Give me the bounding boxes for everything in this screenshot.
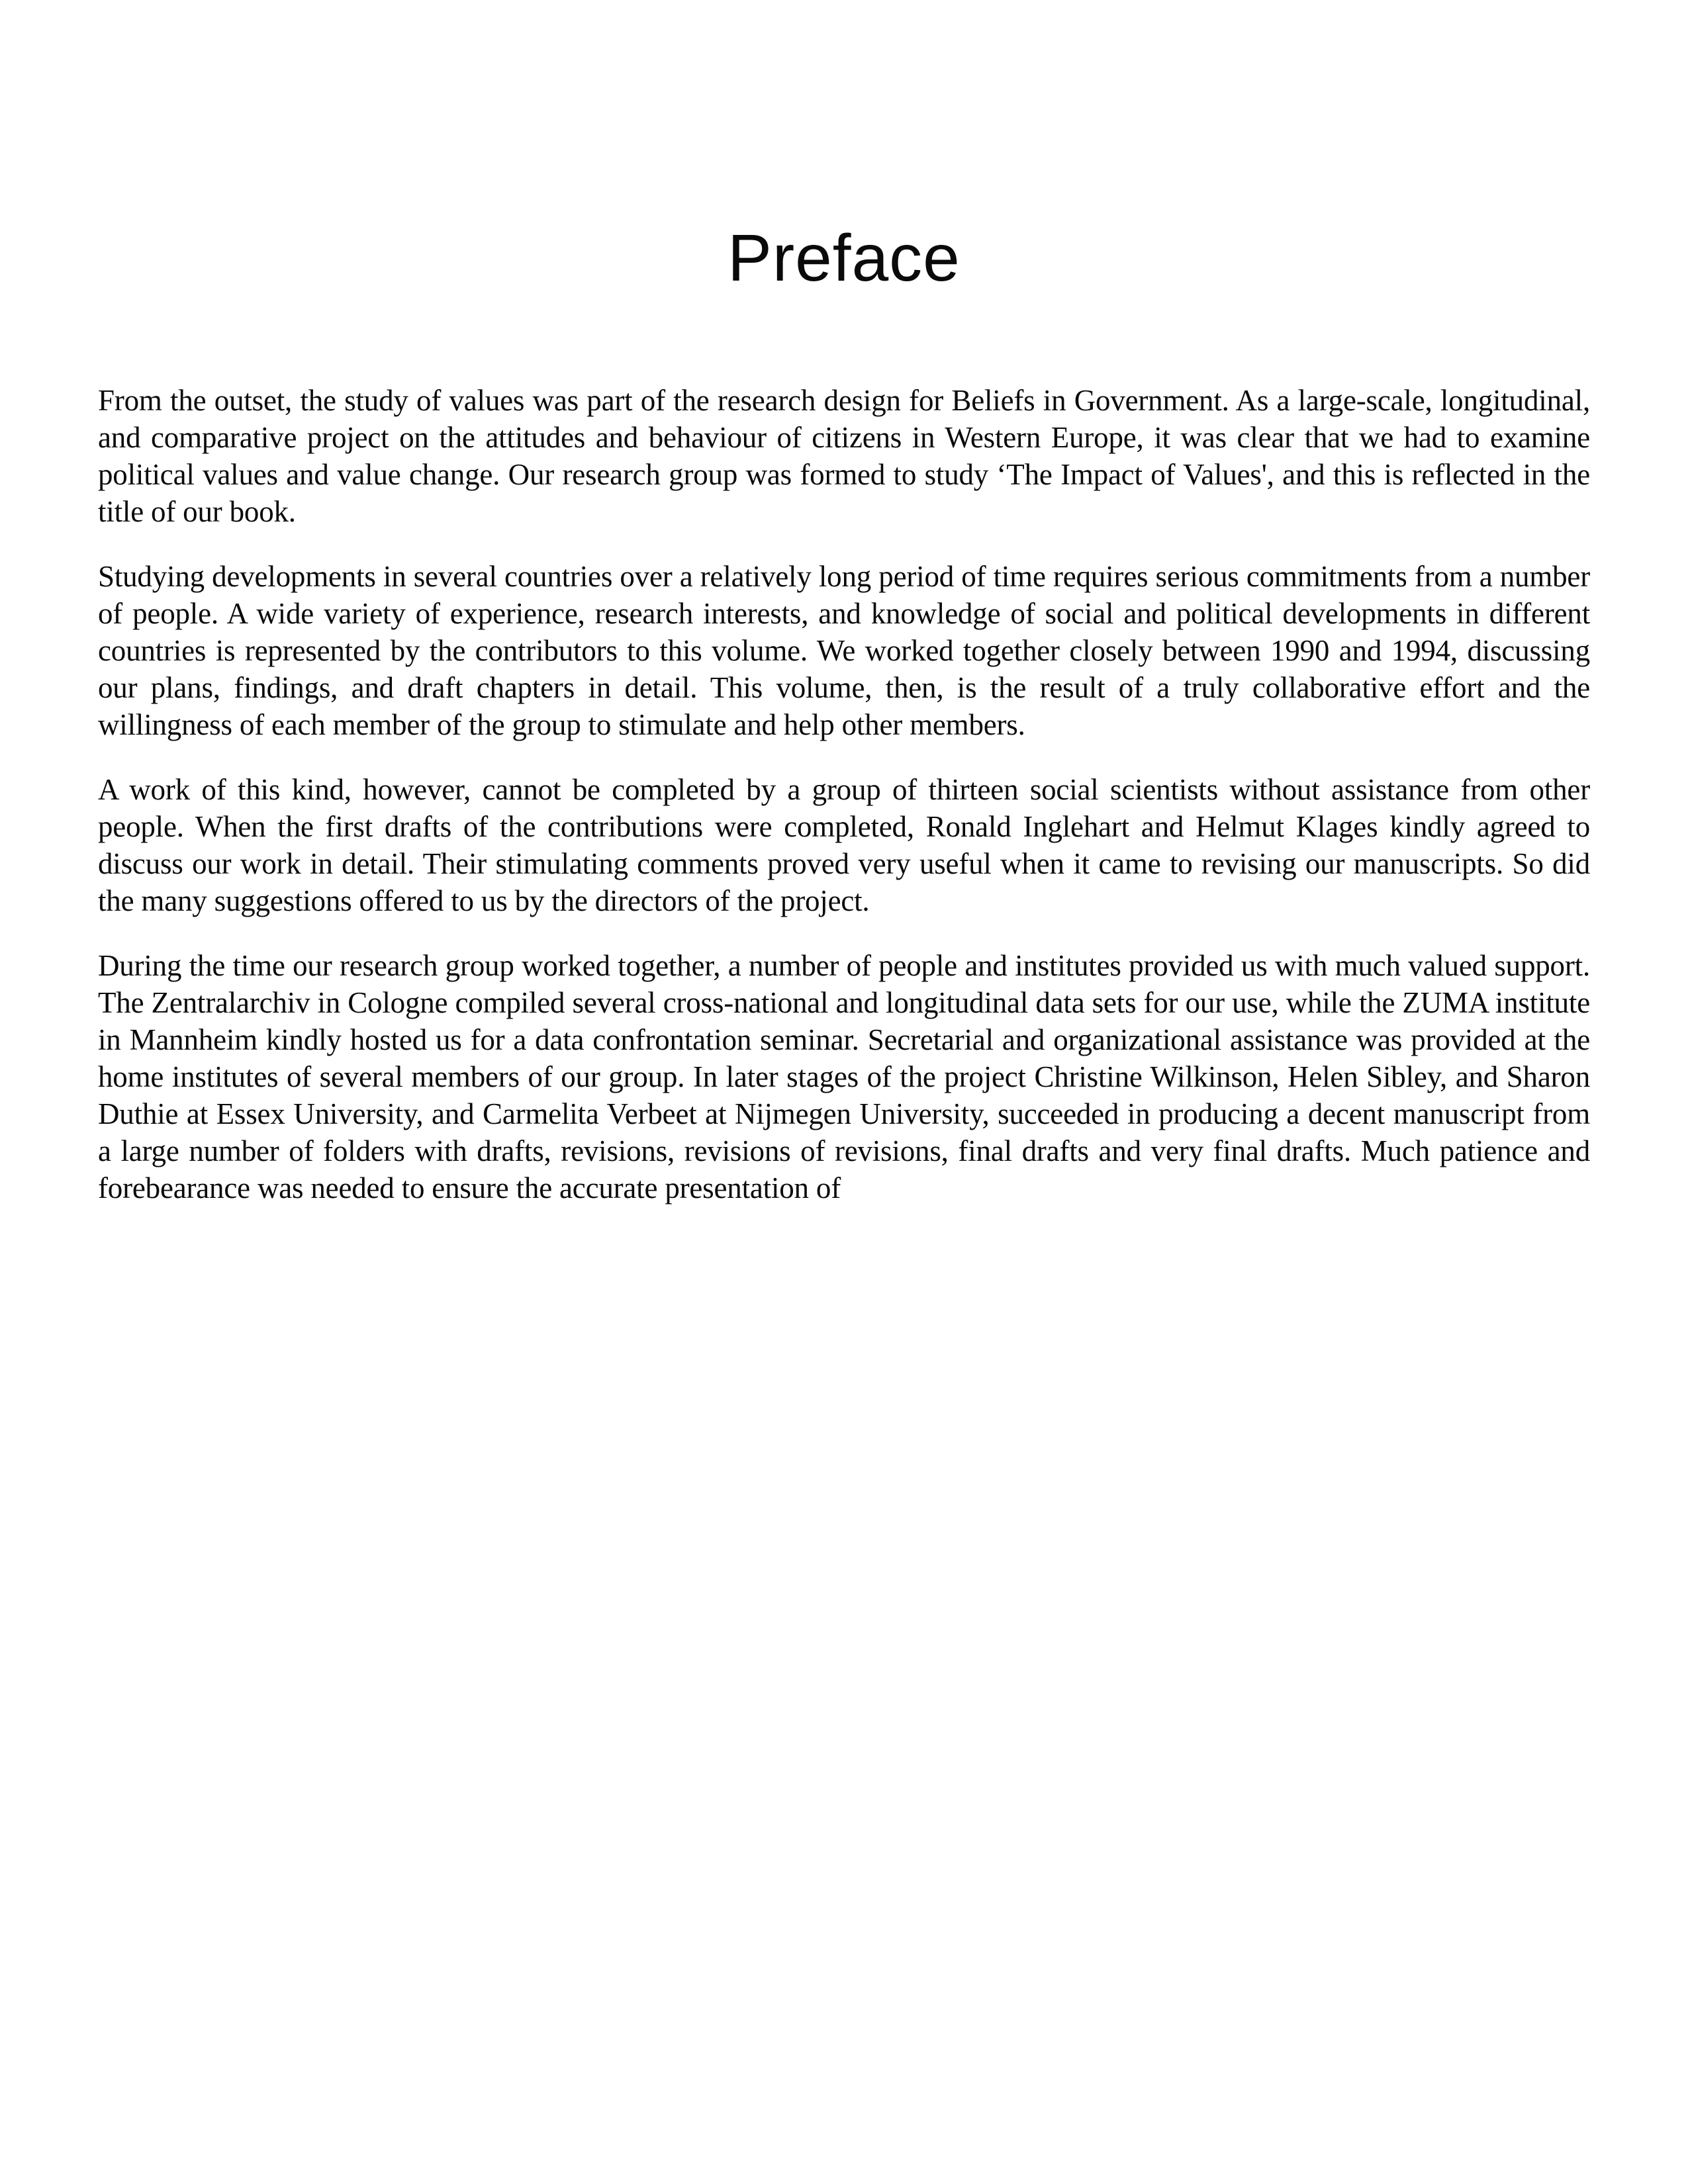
preface-body [98,382,1590,1206]
paragraph-3: A work of this kind, however, cannot be completed by a group of thirteen social scientists without assistance from other people. When the first drafts of the contributions were completed, Ronald Inglehart and Helmut Klages kindly agreed to discuss our work in detail. Their stimulating comments proved very useful when it came to revising our manuscripts. So did the many suggestions offered to us by the directors of the project. [98,773,1590,917]
page-title: Preface [727,221,961,295]
paragraph-4: During the time our research group worked together, a number of people and institutes provided us with much valued support. The Zentralarchiv in Cologne compiled several cross-national and longitudinal data sets for our use, while the ZUMA institute in Mannheim kindly hosted us for a data confrontation seminar. Secretarial and organizational assistance was provided at the home institutes of several members of our group. In later stages of the project Christine Wilkinson, Helen Sibley, and Sharon Duthie at Essex University, and Carmelita Verbeet at Nijmegen University, succeeded in producing a decent manuscript from a large number of folders with drafts, revisions, revisions of revisions, final drafts and very final drafts. Much patience and forebearance was needed to ensure the accurate presentation of [98,949,1590,1205]
paragraph-1: From the outset, the study of values was part of the research design for Beliefs in Government. As a large-scale, longitudinal, and comparative project on the attitudes and behaviour of citizens in Western Europe, it was clear that we had to examine political values and value change. Our research group was formed to study ‘The Impact of Values', and this is reflected in the title of our book. [98,384,1590,528]
paragraph-2: Studying developments in several countries over a relatively long period of time requires serious commitments from a number of people. A wide variety of experience, research interests, and knowledge of social and political developments in different countries is represented by the contributors to this volume. We worked together closely between 1990 and 1994, discussing our plans, findings, and draft chapters in detail. This volume, then, is the result of a truly collaborative effort and the willingness of each member of the group to stimulate and help other members. [98,560,1590,741]
